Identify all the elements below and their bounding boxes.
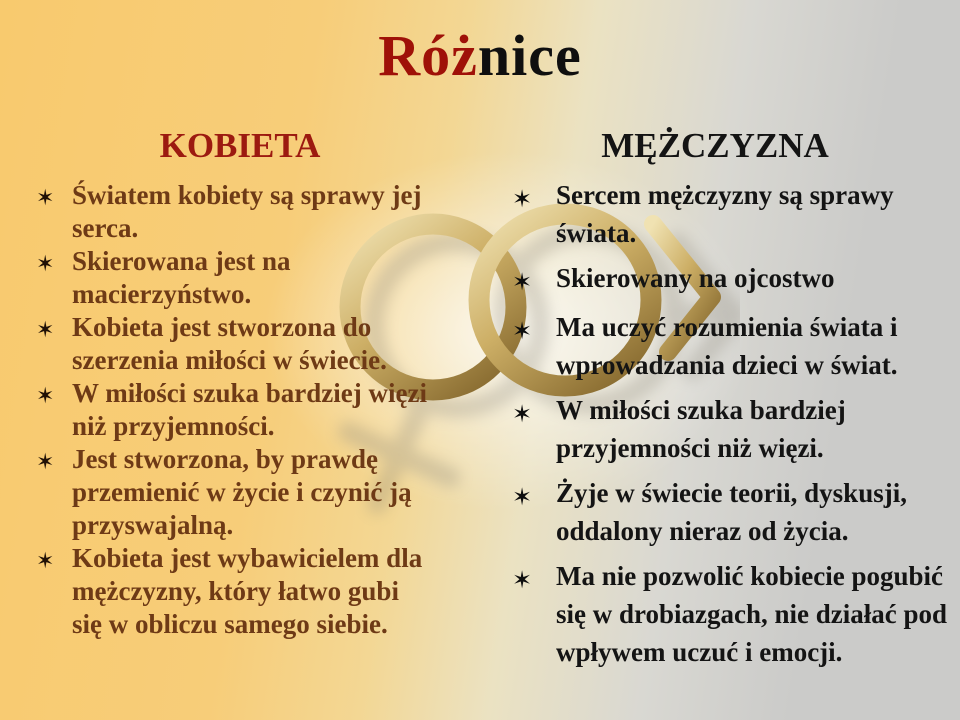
- bullet-text: W miłości szuka bardziej przyjemności niż więzi.: [556, 395, 846, 463]
- bullet-text: Kobieta jest stworzona do szerzenia miłości w świecie.: [72, 312, 387, 375]
- star-bullet-icon: ✶: [36, 186, 55, 211]
- bullet-text: Skierowany na ojcostwo: [556, 263, 835, 293]
- star-bullet-icon: ✶: [512, 566, 533, 594]
- bullet-text: Sercem mężczyzny są sprawy świata.: [556, 180, 894, 248]
- title-rest-text: nice: [477, 23, 582, 88]
- woman-bullet-list: [36, 179, 436, 641]
- bullet-text: Światem kobiety są sprawy jej serca.: [72, 180, 422, 243]
- list-item: [36, 311, 436, 377]
- bullet-text: Jest stworzona, by prawdę przemienić w życie i czynić ją przyswajalną.: [72, 444, 412, 540]
- list-item: [512, 557, 952, 671]
- star-bullet-icon: ✶: [36, 318, 55, 343]
- list-item: [36, 245, 436, 311]
- list-item: [512, 176, 952, 252]
- star-bullet-icon: ✶: [512, 317, 533, 345]
- list-item: [512, 391, 952, 467]
- bullet-text: Kobieta jest wybawicielem dla mężczyzny, który łatwo gubi się w obliczu samego siebie.: [72, 543, 423, 639]
- star-bullet-icon: ✶: [512, 268, 533, 296]
- title-accent-text: Róż: [378, 23, 478, 88]
- list-item: [512, 474, 952, 550]
- star-bullet-icon: ✶: [512, 185, 533, 213]
- bullet-text: Skierowana jest na macierzyństwo.: [72, 246, 291, 309]
- list-item: [36, 377, 436, 443]
- star-bullet-icon: ✶: [36, 549, 55, 574]
- list-item: [512, 259, 952, 301]
- bullet-text: Ma uczyć rozumienia świata i wprowadzania dzieci w świat.: [556, 312, 898, 380]
- list-item: [36, 443, 436, 542]
- list-item: [512, 308, 952, 384]
- bullet-text: Żyje w świecie teorii, dyskusji, oddalony nieraz od życia.: [556, 478, 907, 546]
- bullet-text: Ma nie pozwolić kobiecie pogubić się w drobiazgach, nie działać pod wpływem uczuć i emocji.: [556, 561, 948, 667]
- star-bullet-icon: ✶: [512, 400, 533, 428]
- right-column-header: MĘŻCZYZNA: [601, 126, 829, 165]
- star-bullet-icon: ✶: [36, 450, 55, 475]
- star-bullet-icon: ✶: [512, 483, 533, 511]
- star-bullet-icon: ✶: [36, 384, 55, 409]
- page-title: [0, 24, 960, 88]
- star-bullet-icon: ✶: [36, 252, 55, 277]
- list-item: [36, 542, 436, 641]
- left-column-header: KOBIETA: [159, 126, 321, 165]
- bullet-text: W miłości szuka bardziej więzi niż przyjemności.: [72, 378, 427, 441]
- man-bullet-list: [512, 176, 952, 678]
- list-item: [36, 179, 436, 245]
